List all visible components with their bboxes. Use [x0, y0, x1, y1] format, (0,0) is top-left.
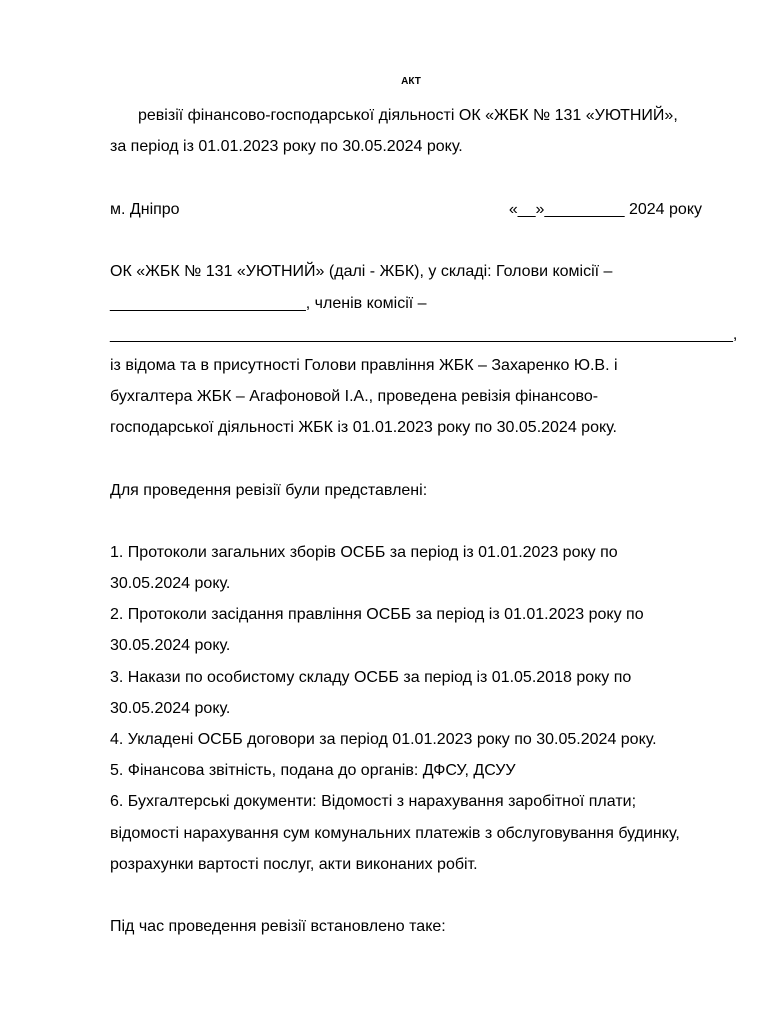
city: м. Дніпро: [110, 201, 180, 218]
findings-heading: Під час проведення ревізії встановлено таке:: [110, 918, 446, 935]
intro-line: ______________________, членів комісії –: [110, 295, 427, 312]
intro-line: господарської діяльності ЖБК із 01.01.2023 року по 30.05.2024 року.: [110, 419, 617, 436]
intro-line: із відома та в присутності Голови правління ЖБК – Захаренко Ю.В. і: [110, 357, 618, 374]
list-item: 30.05.2024 року.: [110, 700, 231, 717]
subtitle-line-1: ревізії фінансово-господарської діяльності ОК «ЖБК № 131 «УЮТНИЙ»,: [138, 107, 678, 124]
list-item: розрахунки вартості послуг, акти виконаних робіт.: [110, 856, 478, 873]
document-date: «__»_________ 2024 року: [508, 201, 702, 218]
list-item: 1. Протоколи загальних зборів ОСББ за період із 01.01.2023 року по: [110, 544, 618, 561]
list-item: 5. Фінансова звітність, подана до органів: ДФСУ, ДСУУ: [110, 762, 516, 779]
list-item: 3. Накази по особистому складу ОСББ за період із 01.05.2018 року по: [110, 669, 632, 686]
list-item: 30.05.2024 року.: [110, 575, 231, 592]
list-item: 6. Бухгалтерські документи: Відомості з нарахування заробітної плати;: [110, 793, 637, 810]
presented-heading: Для проведення ревізії були представлені:: [110, 482, 428, 499]
document-title: АКТ: [401, 76, 421, 87]
list-item: відомості нарахування сум комунальних платежів з обслуговування будинку,: [110, 825, 680, 842]
list-item: 2. Протоколи засідання правління ОСББ за період із 01.01.2023 року по: [110, 606, 644, 623]
list-item: 30.05.2024 року.: [110, 637, 231, 654]
list-item: 4. Укладені ОСББ договори за період 01.01.2023 року по 30.05.2024 року.: [110, 731, 657, 748]
intro-line: ОК «ЖБК № 131 «УЮТНИЙ» (далі - ЖБК), у складі: Голови комісії –: [110, 263, 613, 280]
intro-line: ______________________________________________________________________,: [110, 326, 738, 343]
intro-line: бухгалтера ЖБК – Агафоновой І.А., проведена ревізія фінансово-: [110, 388, 599, 405]
subtitle-line-2: за період із 01.01.2023 року по 30.05.2024 року.: [110, 138, 463, 155]
